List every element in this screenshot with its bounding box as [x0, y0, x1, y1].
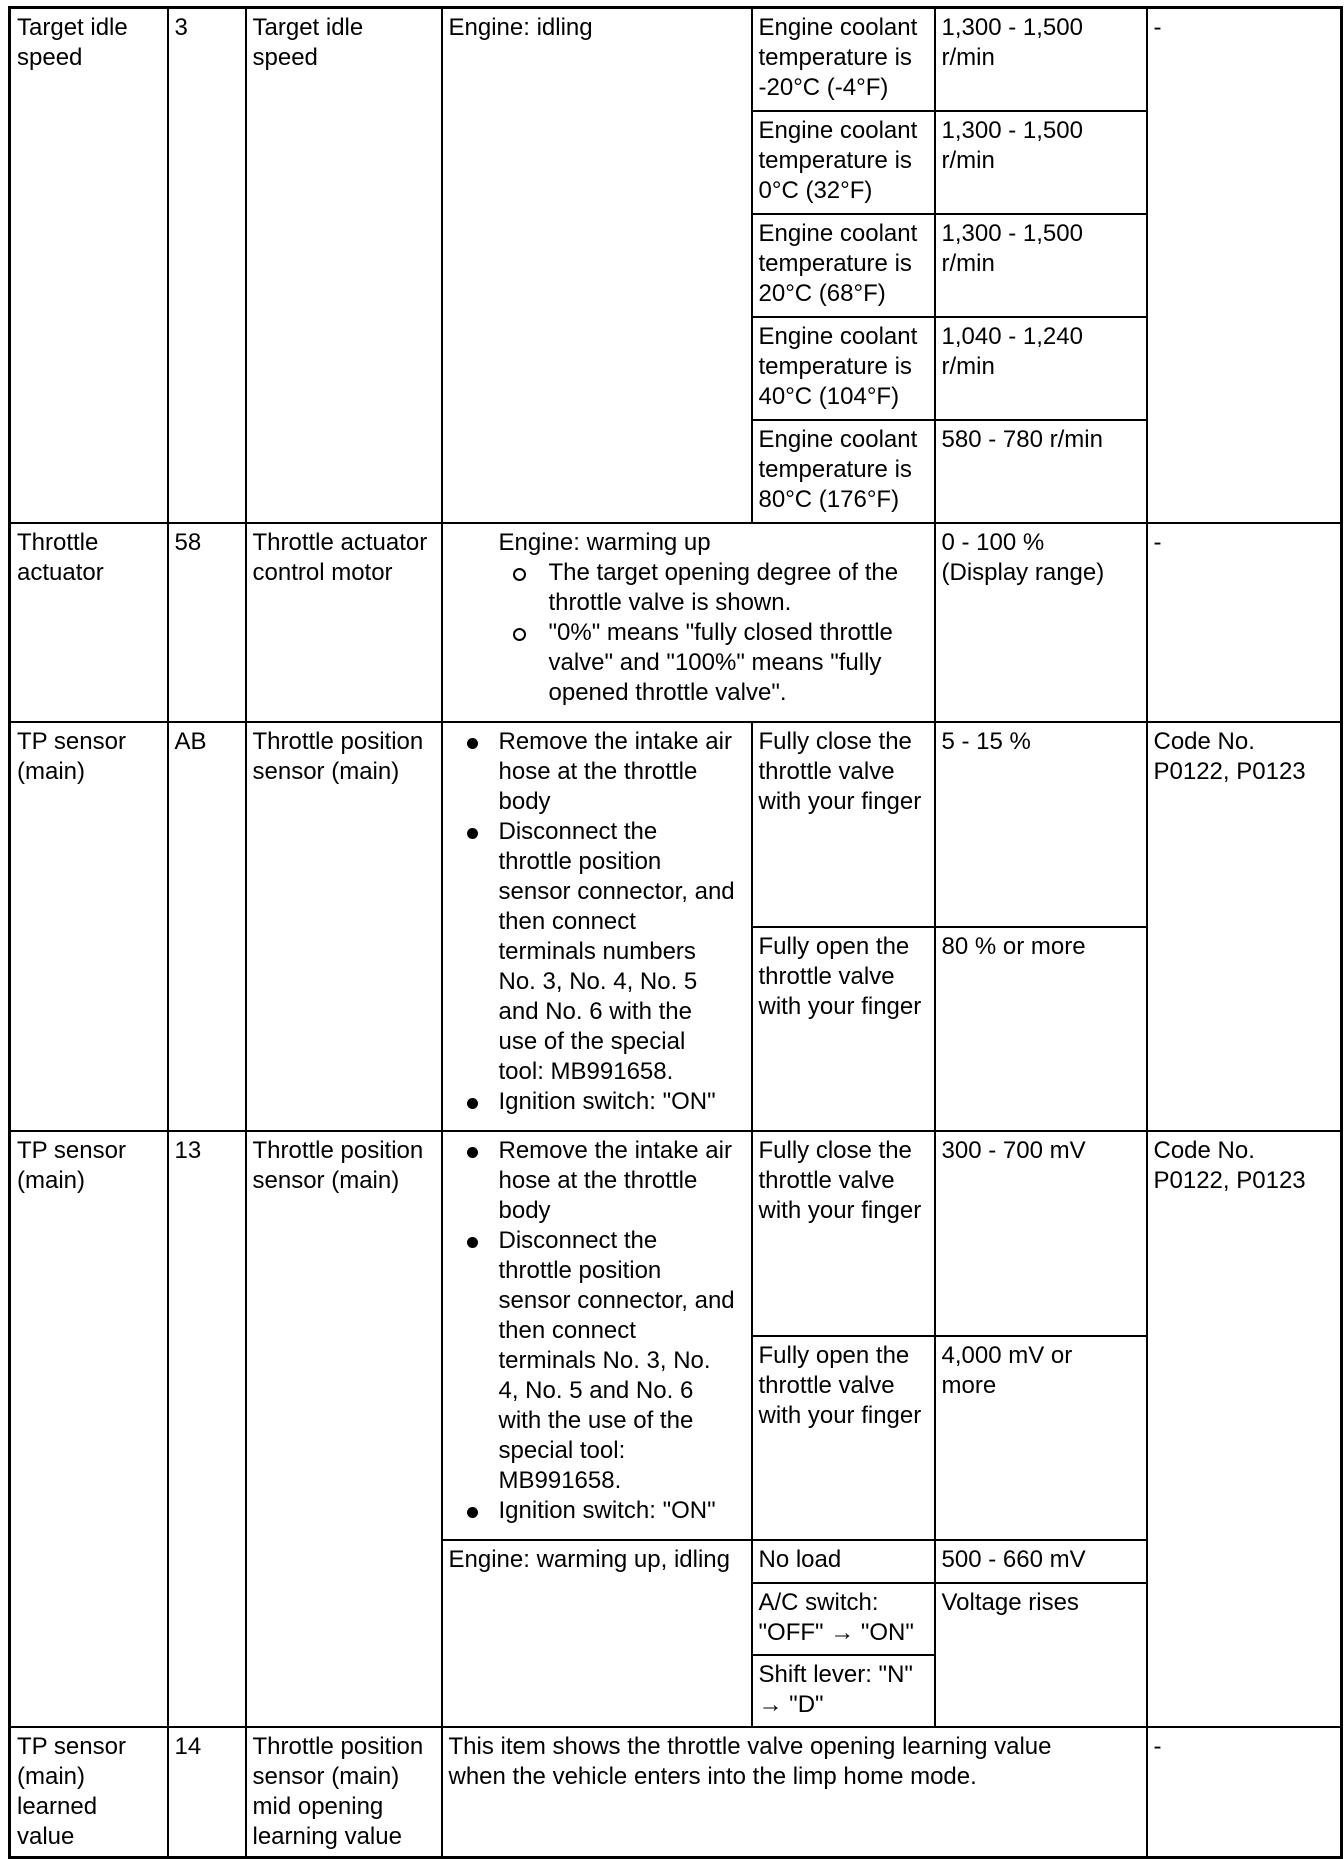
sub-condition-cell: No load [752, 1540, 935, 1583]
step-item: Disconnect the throttle position sensor connector, and then connect terminals No. 3, No. 4, No. 5 and No. 6 with the use of the special tool: MB991658. [449, 1226, 745, 1496]
circle-bullet-icon [513, 568, 526, 581]
checking-requirement-cell: Engine: warming up, idling [442, 1540, 752, 1727]
inspection-reference-cell: Code No. P0122, P0123 [1147, 1131, 1342, 1727]
item-number-cell: 3 [168, 8, 246, 523]
normal-condition-cell: 500 - 660 mV [935, 1540, 1147, 1583]
circle-bullet-icon [513, 628, 526, 641]
normal-condition-cell: 80 % or more [935, 927, 1147, 1131]
bullet-icon [467, 1098, 478, 1109]
spec-table [8, 6, 1343, 1859]
normal-condition-cell: 1,040 - 1,240 r/min [935, 317, 1147, 420]
check-item-cell: Throttle actuator control motor [246, 523, 442, 722]
table-row [10, 1727, 1342, 1858]
item-cell: Throttle actuator [10, 523, 168, 722]
item-number-cell: 13 [168, 1131, 246, 1727]
sub-condition-cell: Fully open the throttle valve with your finger [752, 1336, 935, 1540]
item-cell: TP sensor (main) [10, 1131, 168, 1727]
sub-condition-cell: Fully close the throttle valve with your finger [752, 722, 935, 927]
step-item: Remove the intake air hose at the throttle body [449, 727, 745, 817]
note-item: "0%" means "fully closed throttle valve" and "100%" means "fully opened throttle valve". [499, 618, 928, 708]
sub-condition-cell: Engine coolant temperature is 40°C (104°F) [752, 317, 935, 420]
inspection-reference-cell: - [1147, 523, 1342, 722]
description-cell: This item shows the throttle valve opening learning value when the vehicle enters into the limp home mode. [442, 1727, 1147, 1858]
item-number-cell: 58 [168, 523, 246, 722]
sub-condition-cell: Fully open the throttle valve with your finger [752, 927, 935, 1131]
note-item: The target opening degree of the throttle valve is shown. [499, 558, 928, 618]
item-cell: TP sensor (main) learned value [10, 1727, 168, 1858]
step-item: Ignition switch: "ON" [449, 1496, 745, 1526]
step-list [449, 1136, 745, 1526]
sub-condition-cell: Fully close the throttle valve with your finger [752, 1131, 935, 1336]
normal-condition-cell: 0 - 100 % (Display range) [935, 523, 1147, 722]
normal-condition-cell: 4,000 mV or more [935, 1336, 1147, 1540]
sub-condition-cell: Engine coolant temperature is -20°C (-4°F) [752, 8, 935, 111]
normal-condition-cell: 5 - 15 % [935, 722, 1147, 927]
bullet-icon [467, 1147, 478, 1158]
item-cell: Target idle speed [10, 8, 168, 523]
step-item: Remove the intake air hose at the throttle body [449, 1136, 745, 1226]
sub-condition-cell: Engine coolant temperature is 0°C (32°F) [752, 111, 935, 214]
note-list [449, 558, 928, 708]
checking-requirement-cell [442, 722, 752, 1131]
item-number-cell: 14 [168, 1727, 246, 1858]
sub-condition-cell: A/C switch: "OFF" → "ON" [752, 1583, 935, 1655]
table-row [10, 722, 1342, 927]
inspection-reference-cell: Code No. P0122, P0123 [1147, 722, 1342, 1131]
normal-condition-cell: 1,300 - 1,500 r/min [935, 8, 1147, 111]
table-row [10, 1131, 1342, 1336]
sub-condition-cell: Shift lever: "N" → "D" [752, 1655, 935, 1727]
sub-condition-cell: Engine coolant temperature is 80°C (176°F) [752, 420, 935, 523]
bullet-icon [467, 1507, 478, 1518]
table-row [10, 8, 1342, 111]
sub-condition-cell: Engine coolant temperature is 20°C (68°F) [752, 214, 935, 317]
table-row [10, 523, 1342, 722]
bullet-icon [467, 738, 478, 749]
step-item: Disconnect the throttle position sensor connector, and then connect terminals numbers No. 3, No. 4, No. 5 and No. 6 with the use of the special tool: MB991658. [449, 817, 745, 1087]
checking-requirement-cell [442, 1131, 752, 1540]
normal-condition-cell: 580 - 780 r/min [935, 420, 1147, 523]
normal-condition-cell: 300 - 700 mV [935, 1131, 1147, 1336]
checking-requirement-cell [442, 523, 935, 722]
bullet-icon [467, 828, 478, 839]
bullet-icon [467, 1237, 478, 1248]
checking-requirement-cell: Engine: idling [442, 8, 752, 523]
normal-condition-cell: Voltage rises [935, 1583, 1147, 1727]
check-item-cell: Throttle position sensor (main) [246, 1131, 442, 1727]
item-cell: TP sensor (main) [10, 722, 168, 1131]
inspection-reference-cell: - [1147, 1727, 1342, 1858]
check-item-cell: Throttle position sensor (main) [246, 722, 442, 1131]
normal-condition-cell: 1,300 - 1,500 r/min [935, 214, 1147, 317]
check-item-cell: Throttle position sensor (main) mid opening learning value [246, 1727, 442, 1858]
step-list [449, 727, 745, 1117]
item-number-cell: AB [168, 722, 246, 1131]
condition-title: Engine: warming up [498, 528, 711, 556]
step-item: Ignition switch: "ON" [449, 1087, 745, 1117]
inspection-reference-cell: - [1147, 8, 1342, 523]
check-item-cell: Target idle speed [246, 8, 442, 523]
normal-condition-cell: 1,300 - 1,500 r/min [935, 111, 1147, 214]
